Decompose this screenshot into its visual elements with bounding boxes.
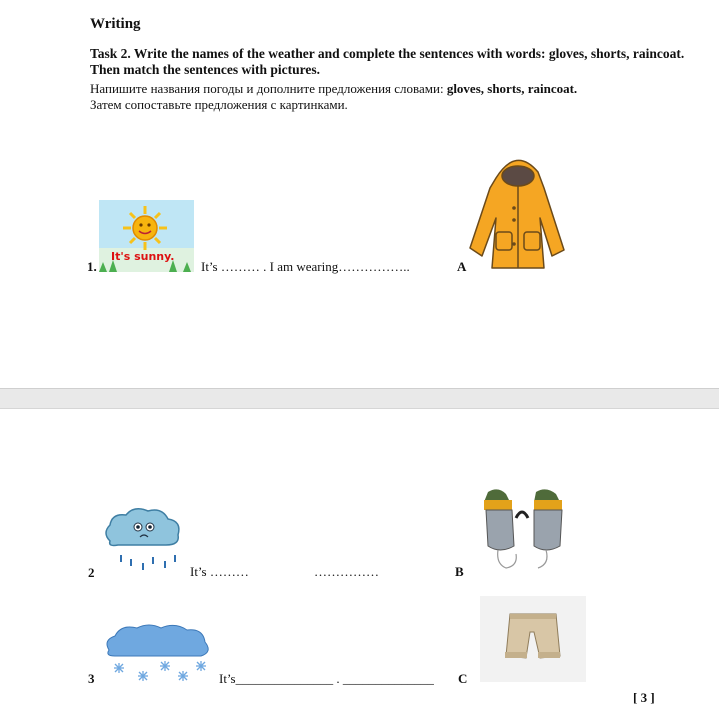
raincoat-picture: [466, 148, 566, 276]
shorts-picture: [480, 596, 586, 682]
item-2-number: 2: [88, 565, 95, 580]
heading-writing: Writing: [90, 16, 141, 32]
item-letter-b: B: [455, 564, 464, 579]
item-3-sentence: It’s_______________ . ______________: [219, 671, 434, 686]
task-ru-suffix: Затем сопоставьте предложения с картинками.: [90, 97, 348, 112]
task-instruction-ru: [90, 81, 690, 113]
page-divider: [0, 388, 719, 409]
sunny-label: It's sunny.: [111, 250, 175, 263]
snow-cloud-icon: [107, 625, 208, 656]
rain-cloud-icon: [106, 509, 179, 546]
rainy-cloud-picture: [100, 503, 184, 579]
task-ru-words: gloves, shorts, raincoat.: [446, 81, 578, 96]
mittens-icon: [484, 489, 562, 568]
task-instruction-en: Task 2. Write the names of the weather and complete the sentences with words: gloves, shorts, raincoat. Then match the sentences with pictures.: [90, 46, 685, 77]
item-letter-a: A: [457, 259, 467, 274]
sunny-picture: [99, 200, 194, 272]
item-1-sentence: It’s ……… . I am wearing……………..: [201, 259, 410, 274]
task-ru-prefix: Напишите названия погоды и дополните предложения словами:: [90, 81, 447, 96]
item-1-number: 1.: [87, 259, 97, 274]
item-2-sentence-blank: ……………: [314, 564, 379, 579]
gloves-picture: [476, 484, 572, 574]
item-3-number: 3: [88, 671, 95, 686]
item-letter-c: C: [458, 671, 468, 686]
snowy-cloud-picture: [103, 622, 213, 686]
item-2-sentence: It’s ………: [190, 564, 249, 579]
score-marker: [ 3 ]: [633, 690, 655, 705]
